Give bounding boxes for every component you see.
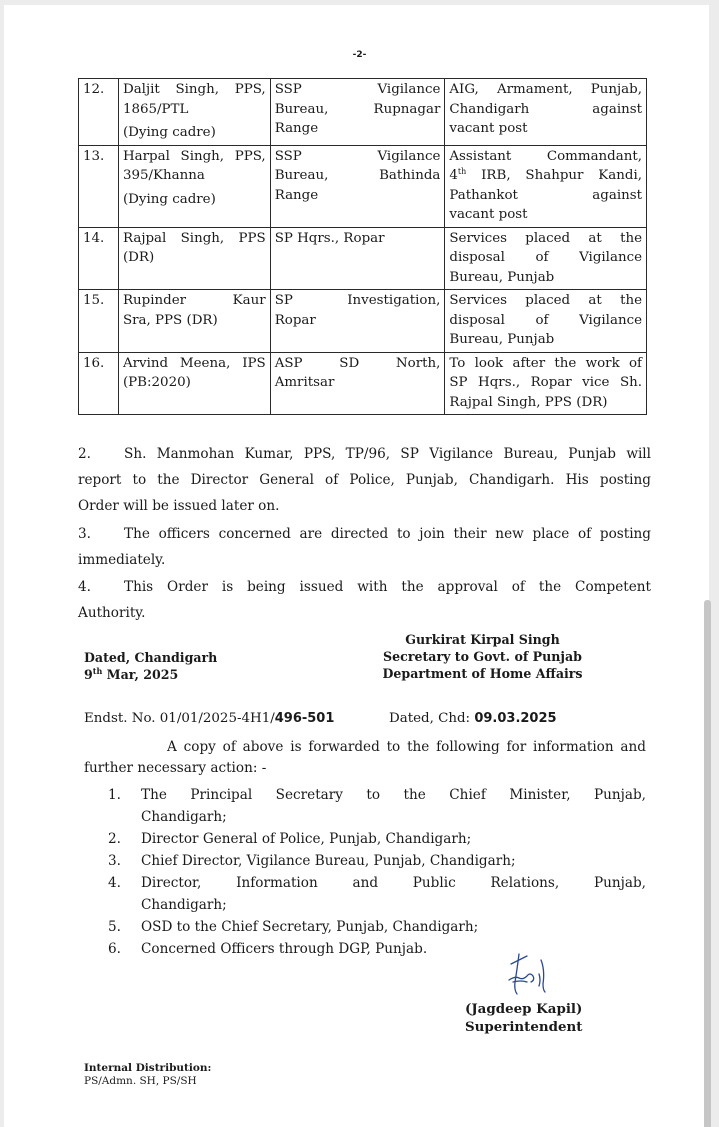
signatory-designation: Secretary to Govt. of Punjab bbox=[383, 649, 582, 664]
cell-line: SSP Vigilance bbox=[274, 148, 441, 164]
cell-line: vacant post bbox=[449, 207, 528, 222]
item-number: 5. bbox=[108, 919, 121, 935]
officer-name bbox=[118, 290, 270, 353]
current-posting bbox=[270, 145, 445, 227]
cell-line: Bureau, Rupnagar bbox=[274, 101, 441, 117]
cell-line: ASP SD North, bbox=[274, 355, 441, 371]
internal-distribution-heading: Internal Distribution: bbox=[84, 1062, 212, 1074]
new-posting bbox=[445, 352, 647, 415]
cell-line: 4th IRB, Shahpur Kandi, bbox=[449, 167, 642, 183]
superintendent-title: Superintendent bbox=[465, 1019, 583, 1035]
copy-to-list bbox=[108, 784, 646, 960]
serial-number: 14. bbox=[79, 227, 119, 290]
item-number: 4. bbox=[108, 875, 121, 891]
current-posting bbox=[270, 352, 445, 415]
serial-number: 12. bbox=[79, 79, 119, 146]
cell-line: disposal of Vigilance bbox=[449, 250, 642, 265]
internal-distribution-text: PS/Admn. SH, PS/SH bbox=[84, 1075, 197, 1087]
cell-line: Arvind Meena, IPS bbox=[122, 355, 266, 371]
copy-to-item: 6. Concerned Officers through DGP, Punjab. bbox=[108, 938, 646, 960]
cell-line: To look after the work of bbox=[449, 355, 642, 371]
cell-line: Amritsar bbox=[274, 375, 335, 390]
copy-to-item: 1. The Principal Secretary to the Chief Minister, Punjab, Chandigarh; bbox=[108, 784, 646, 828]
new-posting bbox=[445, 79, 647, 146]
copy-to-item: 3. Chief Director, Vigilance Bureau, Punjab, Chandigarh; bbox=[108, 850, 646, 872]
cell-line: SP Investigation, bbox=[274, 293, 441, 308]
table-row bbox=[79, 145, 647, 227]
current-posting bbox=[270, 79, 445, 146]
name-note: (Dying cadre) bbox=[122, 125, 216, 140]
cell-line: Rajpal Singh, PPS (DR) bbox=[449, 394, 608, 410]
paragraph-number: 3. bbox=[78, 526, 91, 542]
paragraph-2: 2. Sh. Manmohan Kumar, PPS, TP/96, SP Vigilance Bureau, Punjab will report to the Director General of Police, Punjab, Chandigarh. His posting Order will be issued later on. bbox=[78, 441, 651, 519]
cell-line: disposal of Vigilance bbox=[449, 312, 642, 328]
cell-line: AIG, Armament, Punjab, bbox=[449, 82, 642, 97]
officer-name bbox=[118, 352, 270, 415]
table-row bbox=[79, 352, 647, 415]
signatory-department: Department of Home Affairs bbox=[382, 666, 583, 681]
dated-place: Dated, Chandigarh bbox=[84, 650, 218, 665]
serial-number: 15. bbox=[79, 290, 119, 353]
cell-line: Range bbox=[274, 121, 319, 136]
paragraph-line: immediately. bbox=[78, 552, 166, 568]
new-posting bbox=[445, 290, 647, 353]
item-number: 3. bbox=[108, 853, 121, 869]
table-row bbox=[79, 227, 647, 290]
new-posting bbox=[445, 227, 647, 290]
superintendent-name: (Jagdeep Kapil) bbox=[465, 1001, 583, 1017]
forward-text: A copy of above is forwarded to the following for information and further necessary action: - bbox=[84, 739, 646, 776]
cell-line: Rajpal Singh, PPS bbox=[122, 230, 266, 246]
copy-to-item: 4. Director, Information and Public Relations, Punjab, Chandigarh; bbox=[108, 872, 646, 916]
cell-line: SSP Vigilance bbox=[274, 82, 441, 97]
cell-line: Bureau, Punjab bbox=[449, 332, 555, 347]
paragraph-line: Authority. bbox=[78, 605, 146, 621]
cell-line: 1865/PTL bbox=[122, 101, 189, 117]
item-number: 1. bbox=[108, 787, 121, 803]
cell-line: Bureau, Punjab bbox=[449, 269, 555, 285]
dated-date: 9th Mar, 2025 bbox=[84, 666, 179, 682]
copy-to-item: 5. OSD to the Chief Secretary, Punjab, Chandigarh; bbox=[108, 916, 646, 938]
cell-line: Services placed at the bbox=[449, 293, 642, 308]
current-posting bbox=[270, 290, 445, 353]
serial-number: 13. bbox=[79, 145, 119, 227]
endorsement-number: 496-501 bbox=[274, 711, 335, 726]
table-row bbox=[79, 290, 647, 353]
cell-line: Assistant Commandant, bbox=[449, 148, 642, 164]
endorsement-line: Endst. No. 01/01/2025-4H1/496-501 Dated, Chd: 09.03.2025 bbox=[84, 709, 644, 729]
internal-distribution bbox=[84, 1062, 211, 1088]
cell-line: Rupinder Kaur bbox=[122, 293, 266, 308]
signature-icon bbox=[497, 950, 557, 1000]
cell-line: Ropar bbox=[274, 312, 316, 328]
paragraph-line: report to the Director General of Police, Punjab, Chandigarh. His posting bbox=[78, 472, 651, 488]
signatory-block bbox=[360, 631, 605, 682]
new-posting bbox=[445, 145, 647, 227]
paragraph-number: 4. bbox=[78, 579, 91, 595]
officer-name bbox=[118, 79, 270, 146]
cell-line: Pathankot against bbox=[449, 187, 642, 203]
cell-line: SP Hqrs., Ropar vice Sh. bbox=[449, 375, 642, 390]
cell-line: Bureau, Bathinda bbox=[274, 168, 441, 183]
endorsement-date: Dated, Chd: 09.03.2025 bbox=[389, 711, 557, 726]
current-posting bbox=[270, 227, 445, 290]
cell-line: Services placed at the bbox=[449, 230, 642, 246]
superintendent-block bbox=[465, 1000, 582, 1036]
cell-line: Chandigarh against bbox=[449, 101, 642, 117]
vertical-scrollbar[interactable] bbox=[704, 600, 711, 1127]
signatory-name: Gurkirat Kirpal Singh bbox=[405, 632, 560, 647]
item-number: 6. bbox=[108, 941, 121, 957]
cell-line: (PB:2020) bbox=[122, 375, 191, 390]
cell-line: Daljit Singh, PPS, bbox=[122, 82, 266, 97]
dated-block bbox=[84, 649, 217, 683]
paragraph-4: 4. This Order is being issued with the approval of the Competent Authority. bbox=[78, 574, 651, 626]
cell-line: SP Hqrs., Ropar bbox=[274, 230, 385, 246]
paragraph-number: 2. bbox=[78, 446, 91, 462]
table-row bbox=[79, 79, 647, 146]
cell-line: Range bbox=[274, 187, 319, 203]
copy-to-item: 2. Director General of Police, Punjab, Chandigarh; bbox=[108, 828, 646, 850]
cell-line: Sra, PPS (DR) bbox=[122, 312, 218, 328]
name-note: (Dying cadre) bbox=[122, 191, 216, 207]
paragraph-line: Order will be issued later on. bbox=[78, 498, 280, 514]
postings-table bbox=[78, 78, 647, 415]
item-number: 2. bbox=[108, 831, 121, 847]
officer-name bbox=[118, 145, 270, 227]
serial-number: 16. bbox=[79, 352, 119, 415]
paragraph-3: 3. The officers concerned are directed to join their new place of posting immediately. bbox=[78, 521, 651, 573]
cell-line: Harpal Singh, PPS, bbox=[122, 148, 266, 164]
page-number: -2- bbox=[352, 50, 367, 60]
cell-line: (DR) bbox=[122, 250, 155, 265]
cell-line: 395/Khanna bbox=[122, 168, 205, 183]
cell-line: vacant post bbox=[449, 121, 528, 136]
officer-name bbox=[118, 227, 270, 290]
